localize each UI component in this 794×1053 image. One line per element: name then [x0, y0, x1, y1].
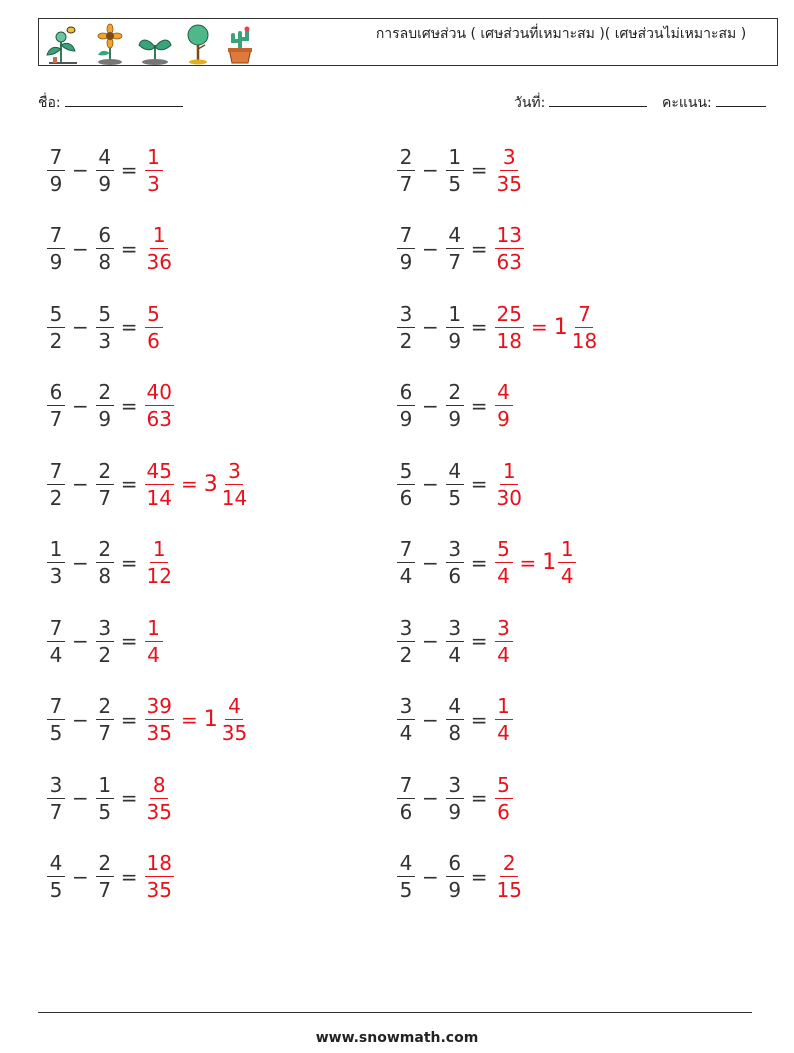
equals-sign: = — [120, 236, 138, 261]
answer-fraction — [145, 696, 174, 743]
sunflower-icon — [93, 23, 127, 65]
answer-fraction-numerator: 39 — [146, 694, 172, 718]
minus-sign: − — [422, 786, 439, 810]
minuend-fraction-numerator: 2 — [397, 147, 415, 171]
minus-sign: − — [72, 472, 89, 496]
minuend-fraction-denominator: 2 — [49, 485, 63, 510]
sprout-icon — [137, 23, 173, 65]
subtrahend-fraction-numerator: 2 — [446, 382, 464, 406]
subtrahend-fraction-denominator: 8 — [448, 721, 462, 745]
minuend-fraction-denominator: 5 — [399, 878, 413, 902]
answer-fraction — [495, 225, 524, 272]
mixed-equals-sign: = — [519, 550, 537, 575]
subtrahend-fraction-denominator: 6 — [448, 564, 462, 588]
answer-fraction — [495, 853, 524, 900]
answer-fraction-denominator: 35 — [146, 721, 172, 745]
subtrahend-fraction — [96, 772, 114, 824]
subtrahend-fraction — [96, 225, 114, 272]
minus-sign: − — [72, 393, 89, 418]
minus-sign: − — [422, 629, 439, 653]
subtrahend-fraction — [96, 144, 114, 196]
minuend-fraction-numerator: 7 — [397, 539, 415, 563]
minus-sign: − — [72, 629, 89, 653]
minuend-fraction-denominator: 7 — [49, 407, 63, 431]
equals-sign: = — [470, 786, 488, 810]
subtrahend-fraction-denominator: 9 — [448, 799, 462, 824]
mixed-fraction — [570, 301, 599, 353]
score-label: คะแนน: — [662, 95, 712, 111]
problem-item — [396, 690, 514, 750]
answer-fraction-denominator: 6 — [147, 328, 160, 353]
minuend-fraction-numerator: 7 — [397, 225, 415, 249]
minus-sign: − — [422, 707, 439, 732]
minuend-fraction — [47, 458, 65, 510]
subtrahend-fraction — [96, 458, 114, 510]
answer-fraction-numerator: 13 — [496, 223, 522, 247]
date-field — [514, 92, 647, 114]
mixed-fraction-numerator: 4 — [225, 696, 243, 720]
minuend-fraction-denominator: 4 — [399, 564, 413, 588]
footer-divider — [38, 1012, 752, 1013]
minuend-fraction-numerator: 3 — [397, 304, 415, 328]
subtrahend-fraction-numerator: 4 — [96, 147, 114, 171]
subtrahend-fraction-denominator: 5 — [448, 485, 462, 510]
answer-fraction — [495, 382, 513, 429]
problem-item — [396, 533, 577, 593]
equals-sign: = — [120, 158, 138, 182]
subtrahend-fraction-denominator: 2 — [98, 642, 112, 667]
problem-item — [396, 768, 514, 828]
answer-fraction — [145, 539, 174, 586]
answer-fraction-numerator: 45 — [146, 458, 172, 483]
subtrahend-fraction-numerator: 3 — [446, 539, 464, 563]
minuend-fraction — [47, 696, 65, 743]
answer-fraction-denominator: 15 — [496, 878, 522, 902]
potted-cactus-icon — [223, 23, 257, 65]
subtrahend-fraction-numerator: 6 — [446, 853, 464, 877]
subtrahend-fraction-denominator: 3 — [98, 328, 112, 353]
equals-sign: = — [120, 472, 138, 496]
answer-fraction-numerator: 1 — [150, 225, 168, 249]
date-label: วันที่: — [514, 95, 546, 111]
minuend-fraction-denominator: 9 — [49, 250, 63, 274]
problem-item — [396, 454, 525, 514]
date-blank[interactable] — [549, 92, 647, 107]
mixed-fraction-denominator: 4 — [560, 564, 574, 588]
answer-fraction-denominator: 3 — [147, 171, 160, 196]
answer-fraction-numerator: 1 — [145, 147, 163, 171]
answer-fraction-denominator: 12 — [146, 564, 172, 588]
subtrahend-fraction — [446, 696, 464, 743]
score-blank[interactable] — [716, 92, 766, 107]
subtrahend-fraction — [446, 615, 464, 667]
minuend-fraction — [47, 301, 65, 353]
answer-fraction-numerator: 5 — [495, 775, 513, 799]
answer-fraction-numerator: 4 — [495, 382, 513, 406]
answer-fraction-denominator: 18 — [496, 328, 522, 353]
minuend-fraction — [47, 144, 65, 196]
answer-fraction — [145, 144, 163, 196]
minuend-fraction-denominator: 2 — [49, 328, 63, 353]
subtrahend-fraction-numerator: 4 — [446, 461, 464, 485]
subtrahend-fraction-numerator: 4 — [446, 696, 464, 720]
minuend-fraction-denominator: 6 — [399, 799, 413, 824]
equals-sign: = — [470, 629, 488, 653]
minuend-fraction-numerator: 5 — [397, 461, 415, 485]
answer-fraction-denominator: 4 — [497, 564, 510, 588]
minuend-fraction-numerator: 7 — [47, 618, 65, 642]
minuend-fraction — [397, 382, 415, 429]
subtrahend-fraction-denominator: 7 — [98, 878, 112, 902]
minuend-fraction-denominator: 9 — [49, 171, 63, 196]
minuend-fraction-denominator: 5 — [49, 878, 63, 902]
minus-sign: − — [422, 472, 439, 496]
minuend-fraction — [47, 225, 65, 272]
answer-fraction — [495, 539, 513, 586]
subtrahend-fraction-denominator: 7 — [98, 721, 112, 745]
subtrahend-fraction-denominator: 4 — [448, 642, 462, 667]
name-label: ชื่อ: — [38, 95, 61, 111]
minuend-fraction-numerator: 6 — [397, 382, 415, 406]
minuend-fraction-numerator: 7 — [47, 696, 65, 720]
answer-fraction-denominator: 9 — [497, 407, 510, 431]
answer-fraction-numerator: 5 — [145, 304, 163, 328]
subtrahend-fraction-denominator: 9 — [98, 171, 112, 196]
minuend-fraction-denominator: 9 — [399, 407, 413, 431]
worksheet-header — [38, 18, 778, 66]
problem-item — [396, 376, 514, 436]
minuend-fraction — [47, 853, 65, 900]
minuend-fraction — [47, 382, 65, 429]
minuend-fraction-numerator: 7 — [47, 147, 65, 171]
subtrahend-fraction-denominator: 9 — [448, 407, 462, 431]
subtrahend-fraction-denominator: 5 — [448, 171, 462, 196]
subtrahend-fraction — [96, 853, 114, 900]
minuend-fraction-numerator: 7 — [47, 225, 65, 249]
minus-sign: − — [422, 315, 439, 339]
subtrahend-fraction-numerator: 1 — [446, 147, 464, 171]
minus-sign: − — [72, 315, 89, 339]
minuend-fraction — [397, 615, 415, 667]
subtrahend-fraction-numerator: 3 — [96, 618, 114, 642]
minuend-fraction-denominator: 4 — [399, 721, 413, 745]
equals-sign: = — [470, 707, 488, 732]
answer-fraction-denominator: 35 — [496, 171, 522, 196]
minuend-fraction — [397, 301, 415, 353]
answer-fraction-denominator: 4 — [497, 721, 510, 745]
name-blank[interactable] — [65, 92, 183, 107]
minuend-fraction-numerator: 1 — [47, 539, 65, 563]
minuend-fraction-numerator: 3 — [47, 775, 65, 799]
subtrahend-fraction-numerator: 1 — [446, 304, 464, 328]
minuend-fraction — [397, 853, 415, 900]
subtrahend-fraction-numerator: 3 — [446, 618, 464, 642]
answer-fraction-numerator: 40 — [146, 380, 172, 404]
problem-item — [46, 768, 175, 828]
subtrahend-fraction-numerator: 2 — [96, 853, 114, 877]
subtrahend-fraction-denominator: 9 — [98, 407, 112, 431]
minuend-fraction — [397, 539, 415, 586]
mixed-fraction-numerator: 7 — [575, 304, 593, 328]
equals-sign: = — [120, 393, 138, 418]
answer-fraction-denominator: 36 — [146, 250, 172, 274]
subtrahend-fraction-denominator: 8 — [98, 250, 112, 274]
minuend-fraction-denominator: 4 — [49, 642, 63, 667]
answer-fraction — [145, 772, 174, 824]
minuend-fraction-denominator: 2 — [399, 328, 413, 353]
answer-fraction — [495, 301, 524, 353]
subtrahend-fraction-numerator: 2 — [96, 539, 114, 563]
flower-bee-icon — [43, 23, 83, 65]
problem-item — [46, 376, 175, 436]
mixed-equals-sign: = — [180, 707, 198, 732]
subtrahend-fraction-denominator: 9 — [448, 328, 462, 353]
problem-item — [46, 533, 175, 593]
answer-fraction-denominator: 14 — [146, 485, 172, 510]
answer-fraction — [145, 225, 174, 272]
minus-sign: − — [72, 158, 89, 182]
equals-sign: = — [470, 158, 488, 182]
problem-item — [46, 140, 164, 200]
mixed-whole-number: 3 — [203, 471, 218, 497]
answer-fraction-denominator: 35 — [146, 799, 172, 824]
mixed-fraction — [220, 458, 249, 510]
subtrahend-fraction — [446, 458, 464, 510]
minuend-fraction — [47, 539, 65, 586]
subtrahend-fraction-denominator: 9 — [448, 878, 462, 902]
equals-sign: = — [470, 864, 488, 889]
footer-url: www.snowmath.com — [315, 1030, 479, 1046]
subtrahend-fraction — [446, 144, 464, 196]
subtrahend-fraction — [446, 301, 464, 353]
subtrahend-fraction-numerator: 2 — [96, 696, 114, 720]
mixed-equals-sign: = — [180, 472, 198, 496]
minus-sign: − — [72, 707, 89, 732]
answer-fraction — [145, 382, 174, 429]
mixed-fraction-numerator: 1 — [558, 539, 576, 563]
problem-item — [46, 847, 175, 907]
answer-fraction-numerator: 3 — [500, 147, 518, 171]
problem-item — [396, 297, 600, 357]
worksheet-title: การลบเศษส่วน ( เศษส่วนที่เหมาะสม )( เศษส่วนไม่เหมาะสม ) — [375, 26, 747, 42]
minus-sign: − — [72, 864, 89, 889]
minuend-fraction-numerator: 3 — [397, 618, 415, 642]
equals-sign: = — [470, 393, 488, 418]
minuend-fraction-numerator: 7 — [47, 461, 65, 485]
problem-item — [46, 611, 164, 671]
mixed-whole-number: 1 — [542, 550, 557, 575]
mixed-equals-sign: = — [530, 315, 548, 339]
equals-sign: = — [120, 864, 138, 889]
equals-sign: = — [120, 629, 138, 653]
minuend-fraction — [47, 772, 65, 824]
problem-item — [46, 219, 175, 279]
subtrahend-fraction-numerator: 6 — [96, 225, 114, 249]
subtrahend-fraction — [96, 539, 114, 586]
minus-sign: − — [422, 550, 439, 575]
minus-sign: − — [422, 158, 439, 182]
subtrahend-fraction-numerator: 2 — [96, 382, 114, 406]
minuend-fraction-denominator: 2 — [399, 642, 413, 667]
subtrahend-fraction-numerator: 5 — [96, 304, 114, 328]
subtrahend-fraction-numerator: 4 — [446, 225, 464, 249]
answer-fraction-numerator: 8 — [150, 775, 168, 799]
subtrahend-fraction — [446, 772, 464, 824]
answer-fraction — [495, 696, 513, 743]
answer-fraction-numerator: 25 — [496, 301, 522, 326]
minuend-fraction-denominator: 3 — [49, 564, 63, 588]
minuend-fraction-denominator: 5 — [49, 721, 63, 745]
minuend-fraction-denominator: 9 — [399, 250, 413, 274]
problem-item — [396, 219, 525, 279]
equals-sign: = — [470, 550, 488, 575]
subtrahend-fraction-numerator: 1 — [96, 775, 114, 799]
subtrahend-fraction — [446, 539, 464, 586]
minuend-fraction — [397, 696, 415, 743]
equals-sign: = — [120, 315, 138, 339]
minuend-fraction-numerator: 4 — [47, 853, 65, 877]
answer-fraction — [145, 301, 163, 353]
minuend-fraction-numerator: 7 — [397, 775, 415, 799]
answer-fraction — [495, 144, 524, 196]
minuend-fraction-numerator: 3 — [397, 696, 415, 720]
answer-fraction — [495, 615, 513, 667]
answer-fraction-numerator: 1 — [500, 461, 518, 485]
minus-sign: − — [72, 236, 89, 261]
answer-fraction — [495, 772, 513, 824]
minus-sign: − — [422, 393, 439, 418]
score-field — [662, 92, 766, 114]
minuend-fraction-numerator: 6 — [47, 382, 65, 406]
answer-fraction — [145, 615, 163, 667]
minuend-fraction — [397, 772, 415, 824]
minus-sign: − — [422, 864, 439, 889]
answer-fraction-denominator: 35 — [146, 878, 172, 902]
problem-item — [46, 690, 250, 750]
minuend-fraction — [397, 225, 415, 272]
subtrahend-fraction — [446, 225, 464, 272]
answer-fraction-denominator: 4 — [147, 642, 160, 667]
minuend-fraction — [397, 458, 415, 510]
answer-fraction-denominator: 63 — [496, 250, 522, 274]
mixed-fraction-numerator: 3 — [225, 461, 243, 485]
problem-item — [46, 297, 164, 357]
subtrahend-fraction — [96, 696, 114, 743]
problem-item — [396, 847, 525, 907]
minuend-fraction-denominator: 7 — [49, 799, 63, 824]
equals-sign: = — [120, 786, 138, 810]
mixed-fraction-denominator: 14 — [221, 485, 248, 510]
subtrahend-fraction-numerator: 2 — [96, 461, 114, 485]
equals-sign: = — [470, 236, 488, 261]
minus-sign: − — [72, 550, 89, 575]
subtrahend-fraction — [96, 615, 114, 667]
answer-fraction — [495, 458, 524, 510]
answer-fraction-denominator: 63 — [146, 407, 172, 431]
answer-fraction-numerator: 3 — [495, 618, 513, 642]
mixed-fraction-denominator: 35 — [221, 721, 248, 745]
mixed-whole-number: 1 — [553, 314, 568, 340]
equals-sign: = — [120, 707, 138, 732]
answer-fraction-numerator: 1 — [145, 618, 163, 642]
subtrahend-fraction-numerator: 3 — [446, 775, 464, 799]
answer-fraction — [145, 853, 174, 900]
answer-fraction-numerator: 2 — [500, 853, 518, 877]
minus-sign: − — [422, 236, 439, 261]
answer-fraction-numerator: 18 — [146, 851, 172, 875]
problem-item — [396, 140, 525, 200]
minuend-fraction — [397, 144, 415, 196]
equals-sign: = — [470, 472, 488, 496]
subtrahend-fraction — [446, 853, 464, 900]
minuend-fraction-denominator: 6 — [399, 485, 413, 510]
answer-fraction — [145, 458, 174, 510]
mixed-fraction — [558, 539, 576, 586]
header-icons — [43, 21, 257, 65]
answer-fraction-denominator: 4 — [497, 642, 510, 667]
equals-sign: = — [120, 550, 138, 575]
problem-item — [396, 611, 514, 671]
minus-sign: − — [72, 786, 89, 810]
subtrahend-fraction-denominator: 7 — [448, 250, 462, 274]
subtrahend-fraction-denominator: 8 — [98, 564, 112, 588]
answer-fraction-numerator: 1 — [495, 696, 513, 720]
subtrahend-fraction — [96, 301, 114, 353]
subtrahend-fraction-denominator: 5 — [98, 799, 112, 824]
problem-item — [46, 454, 250, 514]
tree-icon — [183, 23, 213, 65]
name-field — [38, 92, 183, 114]
minuend-fraction — [47, 615, 65, 667]
minuend-fraction-denominator: 7 — [399, 171, 413, 196]
mixed-fraction-denominator: 18 — [571, 328, 598, 353]
answer-fraction-denominator: 6 — [497, 799, 510, 824]
mixed-fraction — [220, 696, 249, 743]
subtrahend-fraction — [446, 382, 464, 429]
mixed-whole-number: 1 — [203, 707, 218, 732]
answer-fraction-numerator: 5 — [495, 539, 513, 563]
subtrahend-fraction — [96, 382, 114, 429]
equals-sign: = — [470, 315, 488, 339]
minuend-fraction-numerator: 5 — [47, 304, 65, 328]
subtrahend-fraction-denominator: 7 — [98, 485, 112, 510]
minuend-fraction-numerator: 4 — [397, 853, 415, 877]
answer-fraction-denominator: 30 — [496, 485, 522, 510]
answer-fraction-numerator: 1 — [150, 539, 168, 563]
